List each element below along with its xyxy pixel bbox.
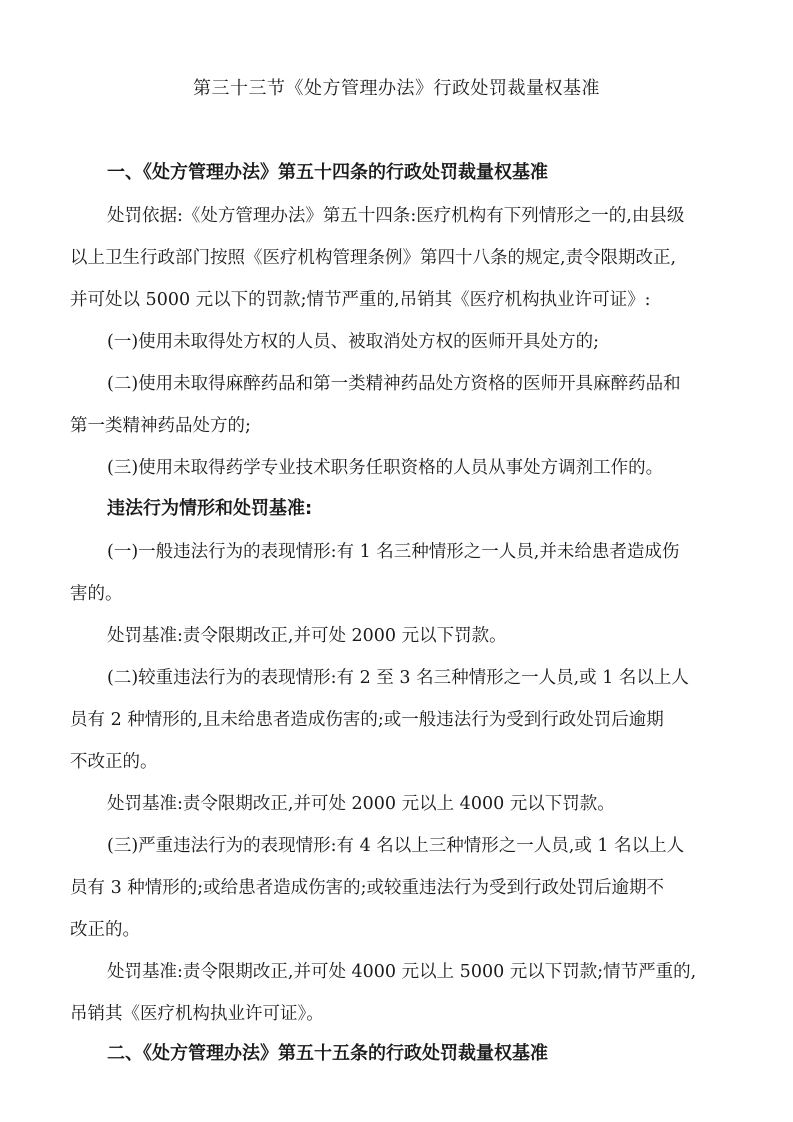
grave-case-line-2: 员有 3 种情形的;或给患者造成伤害的;或较重违法行为受到行政处罚后逾期不 (70, 878, 665, 898)
basis-line-2: 以上卫生行政部门按照《医疗机构管理条例》第四十八条的规定,责令限期改正, (70, 248, 677, 268)
violation-item-1: (一)使用未取得处方权的人员、被取消处方权的医师开具处方的; (107, 332, 600, 352)
grave-case-line-1: (三)严重违法行为的表现情形:有 4 名以上三种情形之一人员,或 1 名以上人 (107, 836, 685, 856)
basis-line-1: 处罚依据:《处方管理办法》第五十四条:医疗机构有下列情形之一的,由县级 (107, 206, 685, 226)
violation-item-2-line-2: 第一类精神药品处方的; (70, 416, 251, 436)
grave-case-line-3: 改正的。 (70, 920, 140, 940)
general-case-line-1: (一)一般违法行为的表现情形:有 1 名三种情形之一人员,并未给患者造成伤 (107, 542, 680, 562)
general-penalty: 处罚基准:责令限期改正,并可处 2000 元以下罚款。 (107, 626, 507, 646)
serious-case-line-3: 不改正的。 (70, 752, 158, 772)
grave-penalty-line-1: 处罚基准:责令限期改正,并可处 4000 元以上 5000 元以下罚款;情节严重的, (107, 962, 697, 982)
criteria-heading: 违法行为情形和处罚基准: (107, 498, 313, 519)
general-case-line-2: 害的。 (70, 584, 123, 604)
serious-case-line-2: 员有 2 种情形的,且未给患者造成伤害的;或一般违法行为受到行政处罚后逾期 (70, 710, 664, 730)
grave-penalty-line-2: 吊销其《医疗机构执业许可证》。 (70, 1004, 324, 1024)
violation-item-3: (三)使用未取得药学专业技术职务任职资格的人员从事处方调剂工作的。 (107, 458, 664, 478)
basis-line-3: 并可处以 5000 元以下的罚款;情节严重的,吊销其《医疗机构执业许可证》: (70, 290, 651, 310)
violation-item-2-line-1: (二)使用未取得麻醉药品和第一类精神药品处方资格的医师开具麻醉药品和 (107, 374, 681, 394)
document-title: 第三十三节《处方管理办法》行政处罚裁量权基准 (193, 78, 600, 99)
serious-penalty: 处罚基准:责令限期改正,并可处 2000 元以上 4000 元以下罚款。 (107, 794, 615, 814)
section-1-heading: 一、《处方管理办法》第五十四条的行政处罚裁量权基准 (107, 162, 548, 183)
section-2-heading: 二、《处方管理办法》第五十五条的行政处罚裁量权基准 (107, 1043, 548, 1064)
serious-case-line-1: (二)较重违法行为的表现情形:有 2 至 3 名三种情形之一人员,或 1 名以上人 (107, 668, 689, 688)
